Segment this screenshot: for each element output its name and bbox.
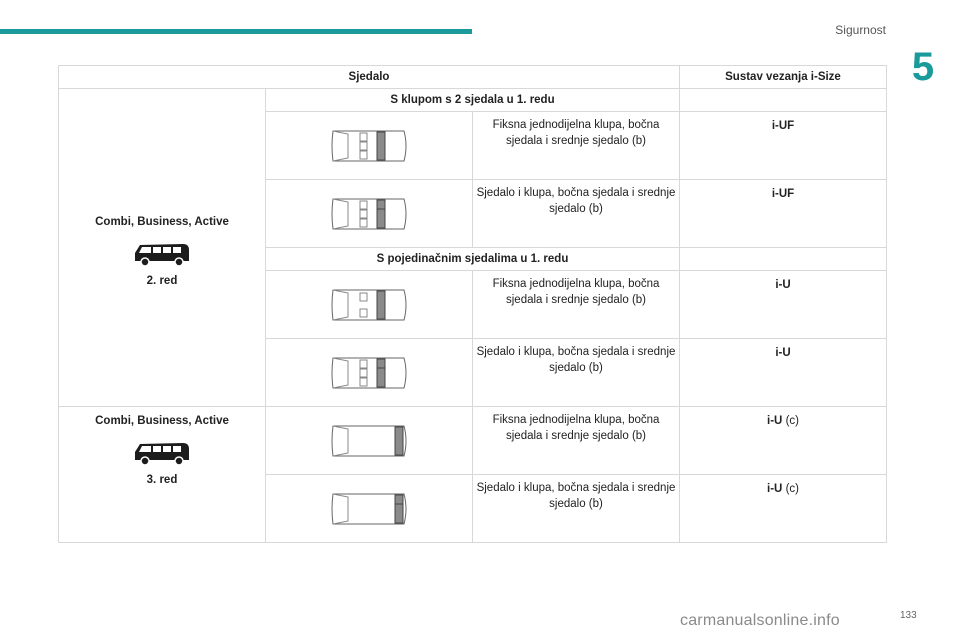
vehicle-cell-row2 (59, 89, 266, 407)
vehicle-name: Combi, Business, Active (95, 415, 229, 427)
seat-description: Fiksna jednodijelna klupa, bočna sjedala i srednje sjedalo (b) (473, 407, 680, 475)
table-header-row (59, 66, 887, 89)
bench-seat-layout-icon (328, 126, 410, 166)
subsection-title: S klupom s 2 sjedala u 1. redu (266, 89, 680, 112)
isize-note: (c) (785, 415, 799, 427)
split-seat-layout-icon (328, 353, 410, 393)
seat-description: Fiksna jednodijelna klupa, bočna sjedala i srednje sjedalo (b) (473, 271, 680, 339)
isize-value: i-U (767, 415, 783, 427)
isize-value: i-U (767, 483, 783, 495)
top-accent-bar (0, 29, 472, 34)
header-isize: Sustav vezanja i-Size (680, 66, 887, 89)
van-row3-icon (133, 440, 191, 468)
table-row (59, 407, 887, 475)
seat-row-label: 2. red (146, 275, 178, 287)
isize-note: (c) (785, 483, 799, 495)
seat-description: Fiksna jednodijelna klupa, bočna sjedala i srednje sjedalo (b) (473, 112, 680, 180)
chapter-number: 5 (911, 45, 935, 89)
seat-description: Sjedalo i klupa, bočna sjedala i srednje sjedalo (b) (473, 475, 680, 543)
header-seat: Sjedalo (59, 66, 680, 89)
isize-seat-table (58, 65, 887, 543)
vehicle-name: Combi, Business, Active (95, 216, 229, 228)
subsection-row (59, 89, 887, 112)
seat-row-label: 3. red (146, 474, 178, 486)
isize-value: i-U (775, 279, 791, 291)
split-seat-layout-icon (328, 194, 410, 234)
vehicle-cell-row3 (59, 407, 266, 543)
watermark: carmanualsonline.info (680, 612, 840, 629)
page-number: 133 (900, 610, 917, 621)
subsection-title: S pojedinačnim sjedalima u 1. redu (266, 248, 680, 271)
rear-bench-layout-icon (328, 421, 410, 461)
section-title: Sigurnost (835, 23, 886, 37)
seat-description: Sjedalo i klupa, bočna sjedala i srednje sjedalo (b) (473, 180, 680, 248)
isize-value: i-UF (771, 188, 795, 200)
seat-description: Sjedalo i klupa, bočna sjedala i srednje sjedalo (b) (473, 339, 680, 407)
bench-seat-layout-icon (328, 285, 410, 325)
isize-value: i-U (775, 347, 791, 359)
rear-split-layout-icon (328, 489, 410, 529)
isize-value: i-UF (771, 120, 795, 132)
van-row2-icon (133, 241, 191, 269)
